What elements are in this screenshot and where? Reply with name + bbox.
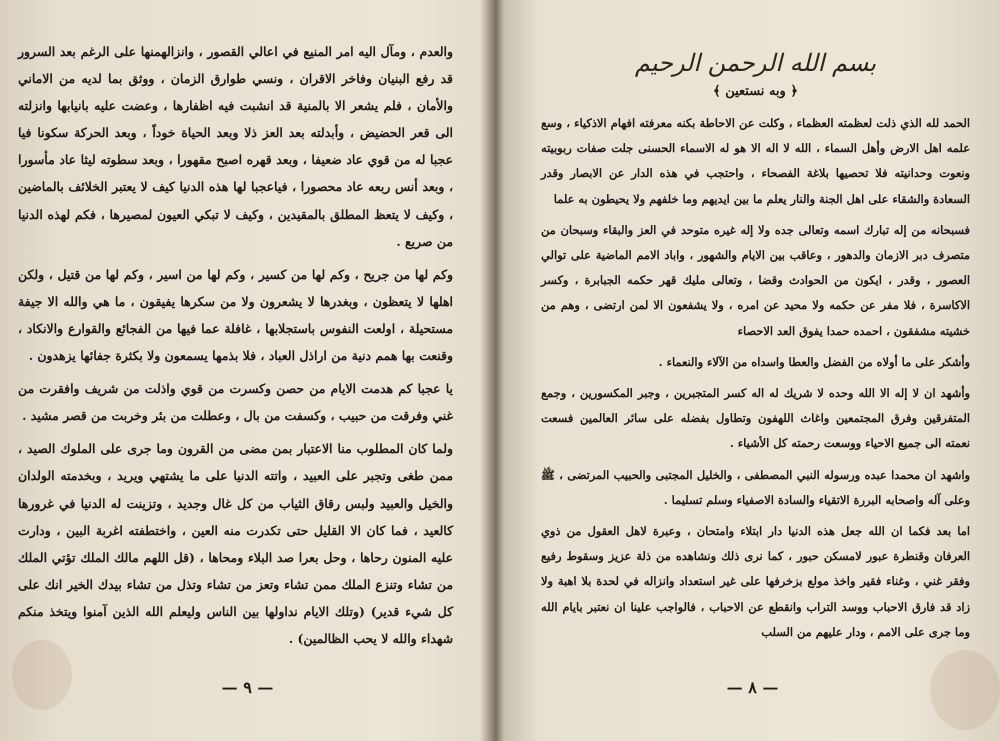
left-page [0, 0, 495, 741]
subheading: ﴿ وبه نستعين ﴾ [713, 84, 798, 99]
left-paragraph-1: والعدم ، ومآل اليه امر المنيع في اعالي القصور ، وانزالهمنها على الرغم بعد السرور قد رفع البنيان وفاخر الاقران ، ونسي طوارق الزمان ، ووثق بما لديه من الاماني والأمان ، فلم يشعر الا بالمنية قد انشبت فيه اظفارها ، وعضت عليه بانيابها وانزلته الى قعر الحضيض ، وأبدلته بعد العز ذلا وبعد الحياة خوداً ، وبعد الحركة سكونا فيا عجبا له من قوي عاد ضعيفا ، وبعد قهره اصبح مقهورا ، وبعد سطوته ليثا عاد مأسورا ، وبعد أنس ربعه عاد محصورا ، فياعجبا لها هذه الدنيا كيف لا يعتبر الخلائف بالماضين ، وكيف لا يتعظ المطلق بالمقيدين ، وكيف لا تبكي العيون لمصيرها ، فكم لهذه الدنيا من صريع . [18, 44, 453, 249]
left-paragraph-4: ولما كان المطلوب منا الاعتبار بمن مضى من القرون وما جرى على الملوك الصيد ، ممن طغى وتجبر على العبيد ، واتته الدنيا على ما يشتهي ويريد ، وبخدمته الولدان والخيل والعبيد ولبس رقاق الثياب من كل غال وجديد ، وتزينت له الدنيا في غرورها كالعيد ، فما كان الا القليل حتى تكدرت منه العين ، واختطفته اغربة البين ، ودارت عليه المنون رحاها ، وحل بعرا صد البلاء ومحاها ، (قل اللهم مالك الملك تؤتي الملك من تشاء وتنزع الملك ممن تشاء وتعز من تشاء وتذل من تشاء بيدك الخير انك على كل شيء قدير) (وتلك الايام نداولها بين الناس وليعلم الله الذين آمنوا ويتخذ منكم شهداء والله لا يحب الظالمين) . [18, 441, 453, 646]
left-paragraph-2: وكم لها من جريح ، وكم لها من كسير ، وكم لها من اسير ، وكم لها من قتيل ، ولكن اهلها لا يتعظون ، وبغدرها لا يشعرون ولا من سكرها يفيقون ، ما هي والله الا جيفة مستحيلة ، اولعت النفوس باستجلابها ، غافلة عما فيها من الفجائع والقوارع والانكاد ، وقنعت بها همم دنية من اراذل العباد ، فلا بذمها يسمعون ولا بكثرة جفائها يزهدون . [18, 266, 453, 364]
page-number-left: — ٩ — [221, 678, 274, 697]
right-paragraph-4: وأشهد ان لا إله الا الله وحده لا شريك له اله كسر المتجبرين ، وجبر المكسورين ، وجمع المتفرقين وفرق المجتمعين واغاث اللهفون وتطاول بفضله على سائر العالمين فسعت نعمته الى جميع الاحياء ووسعت رحمته كل الأشياء . [541, 386, 970, 451]
right-paragraph-1: الحمد لله الذي ذلت لعظمته العظماء ، وكلت عن الاحاطة بكنه معرفته افهام الاذكياء ، وسع علمه اهل الارض وأهل السماء ، الله لا اله الا هو له الاسماء الحسنى جلت صفات ربوبيته ونعوت وحدانيته فلا تحصيها بلاغة الفصحاء ، واحتجب في هذه الدار عن الابصار وقدر السعادة والشقاء على اهل الجنة والنار يعلم ما بين ايديهم وما خلفهم ولا يحيطون به علما [541, 116, 970, 206]
right-paragraph-6: اما بعد فكما ان الله جعل هذه الدنيا دار ابتلاء وامتحان ، وعبرة لاهل العقول من ذوي العرفان وقنطرة عبور لامسكن حبور ، كما نرى ذلك ونشاهده من ذلة عزيز وسقوط رفيع وفقر غني ، وغناء فقير واخذ مولع بزخرفها على غير استعداد وانزاله في لحدة بلا اهبة ولا زاد قد فارق الاحباب ووسد التراب وانقطع عن الاحباب ، فالواجب علينا ان نعتبر بايام الله وما جرى على الامم ، ودار عليهم من السلب [541, 524, 970, 639]
basmala-heading: بسم الله الرحمن الرحيم [634, 49, 877, 77]
left-paragraph-3: يا عجبا كم هدمت الايام من حصن وكسرت من قوي واذلت من شريف وافقرت من غني وفرقت من حبيب ، وكسفت من بال ، وعطلت من بئر وخربت من قصر مشيد . [18, 381, 453, 424]
right-paragraph-2: فسبحانه من إله تبارك اسمه وتعالى جده ولا إله غيره متوحد في العز والبقاء وسبحان من متصرف دبر الازمان والدهور ، وعاقب بين الايام والشهور ، واباد الامم الماضية على توالي العصور ، وقدر ، ايكون من الحوادث وقضا ، وتعالى مليك قهر حكمه الجبابرة ، وكسر الاكاسرة ، فلا مفر عن حكمه ولا محيد عن امره ، ولا يشفعون الا لمن ارتضى ، وهم من خشيته مشفقون ، احمده حمدا يفوق العد الاحصاء [541, 222, 970, 338]
right-page [505, 0, 1000, 741]
page-number-right: — ٨ — [726, 678, 779, 697]
right-paragraph-3: وأشكر على ما أولاه من الفضل والعطا واسداه من الآلاء والنعماء . [658, 354, 970, 369]
right-paragraph-5: واشهد ان محمدا عبده ورسوله النبي المصطفى ، والخليل المجتبى والحبيب المرتضى ، ﷺ وعلى آله واصحابه البررة الاتقياء والسادة الاصفياء وسلم تسليما . [541, 467, 970, 507]
